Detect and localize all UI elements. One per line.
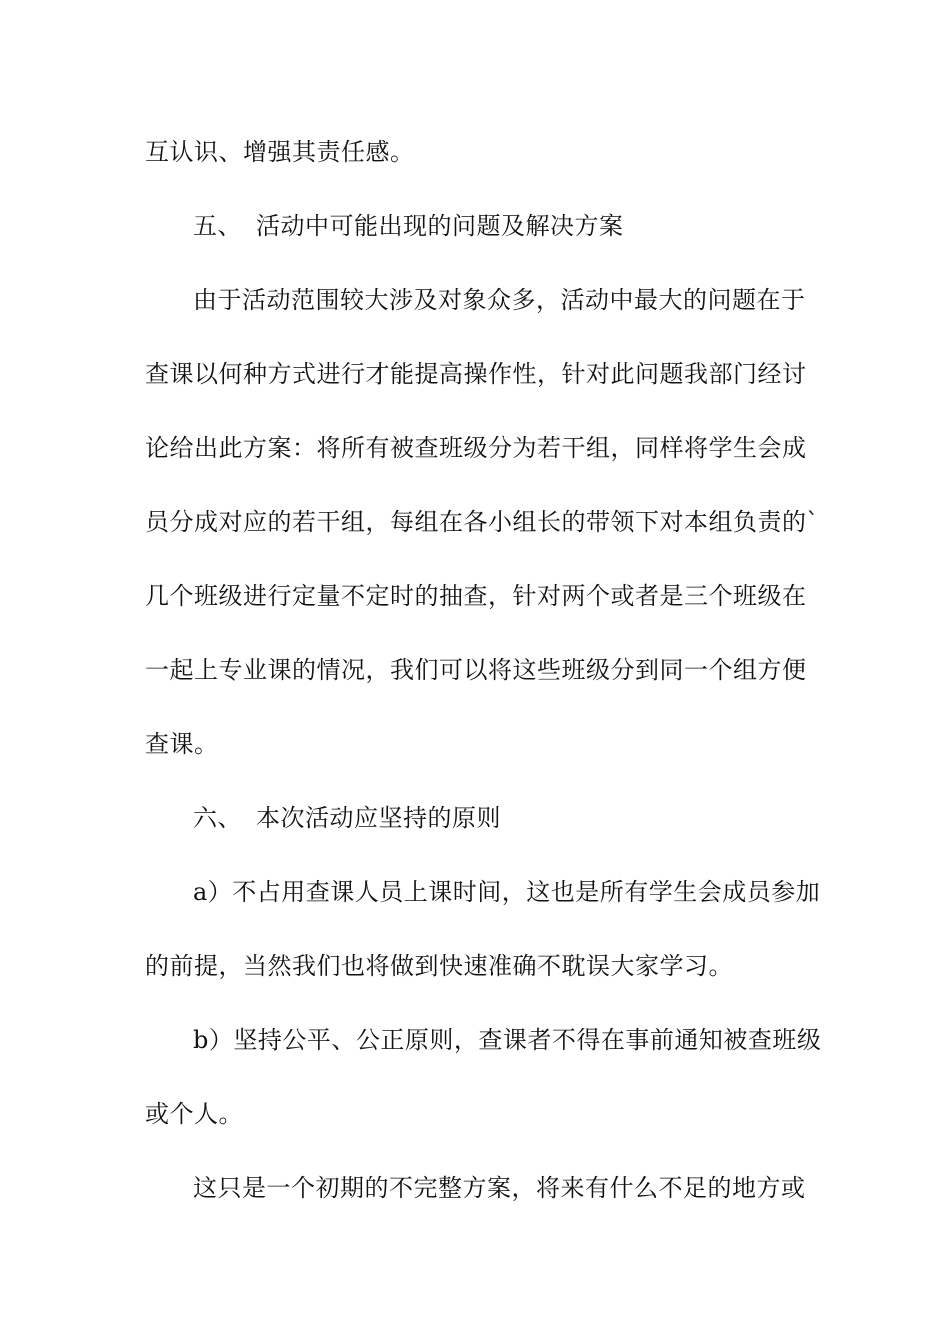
paragraph-line: 员分成对应的若干组，每组在各小组长的带领下对本组负责的`: [145, 508, 819, 536]
list-item-a-continued: 的前提，当然我们也将做到快速准确不耽误大家学习。: [145, 952, 733, 980]
text-line: 互认识、增强其责任感。: [145, 138, 415, 166]
paragraph-line: 这只是一个初期的不完整方案，将来有什么不足的地方或: [193, 1174, 806, 1202]
list-item-b-continued: 或个人。: [145, 1100, 243, 1128]
paragraph-line: 由于活动范围较大涉及对象众多，活动中最大的问题在于: [193, 286, 806, 314]
paragraph-line: 查课以何种方式进行才能提高操作性，针对此问题我部门经讨: [145, 360, 807, 388]
list-item-b: b）坚持公平、公正原则，查课者不得在事前通知被查班级: [193, 1026, 822, 1054]
section-heading-5: [193, 211, 624, 241]
section-title: 活动中可能出现的问题及解决方案: [256, 212, 624, 240]
section-heading-6: [193, 803, 501, 833]
section-number: 五、: [193, 212, 242, 240]
section-title: 本次活动应坚持的原则: [256, 804, 501, 832]
paragraph-line: 几个班级进行定量不定时的抽查，针对两个或者是三个班级在: [145, 582, 807, 610]
paragraph-line: 一起上专业课的情况，我们可以将这些班级分到同一个组方便: [145, 656, 807, 684]
paragraph-line: 论给出此方案：将所有被查班级分为若干组，同样将学生会成: [145, 434, 807, 462]
list-item-a: a）不占用查课人员上课时间，这也是所有学生会成员参加: [193, 878, 821, 906]
paragraph-line: 查课。: [145, 730, 219, 758]
section-number: 六、: [193, 804, 242, 832]
